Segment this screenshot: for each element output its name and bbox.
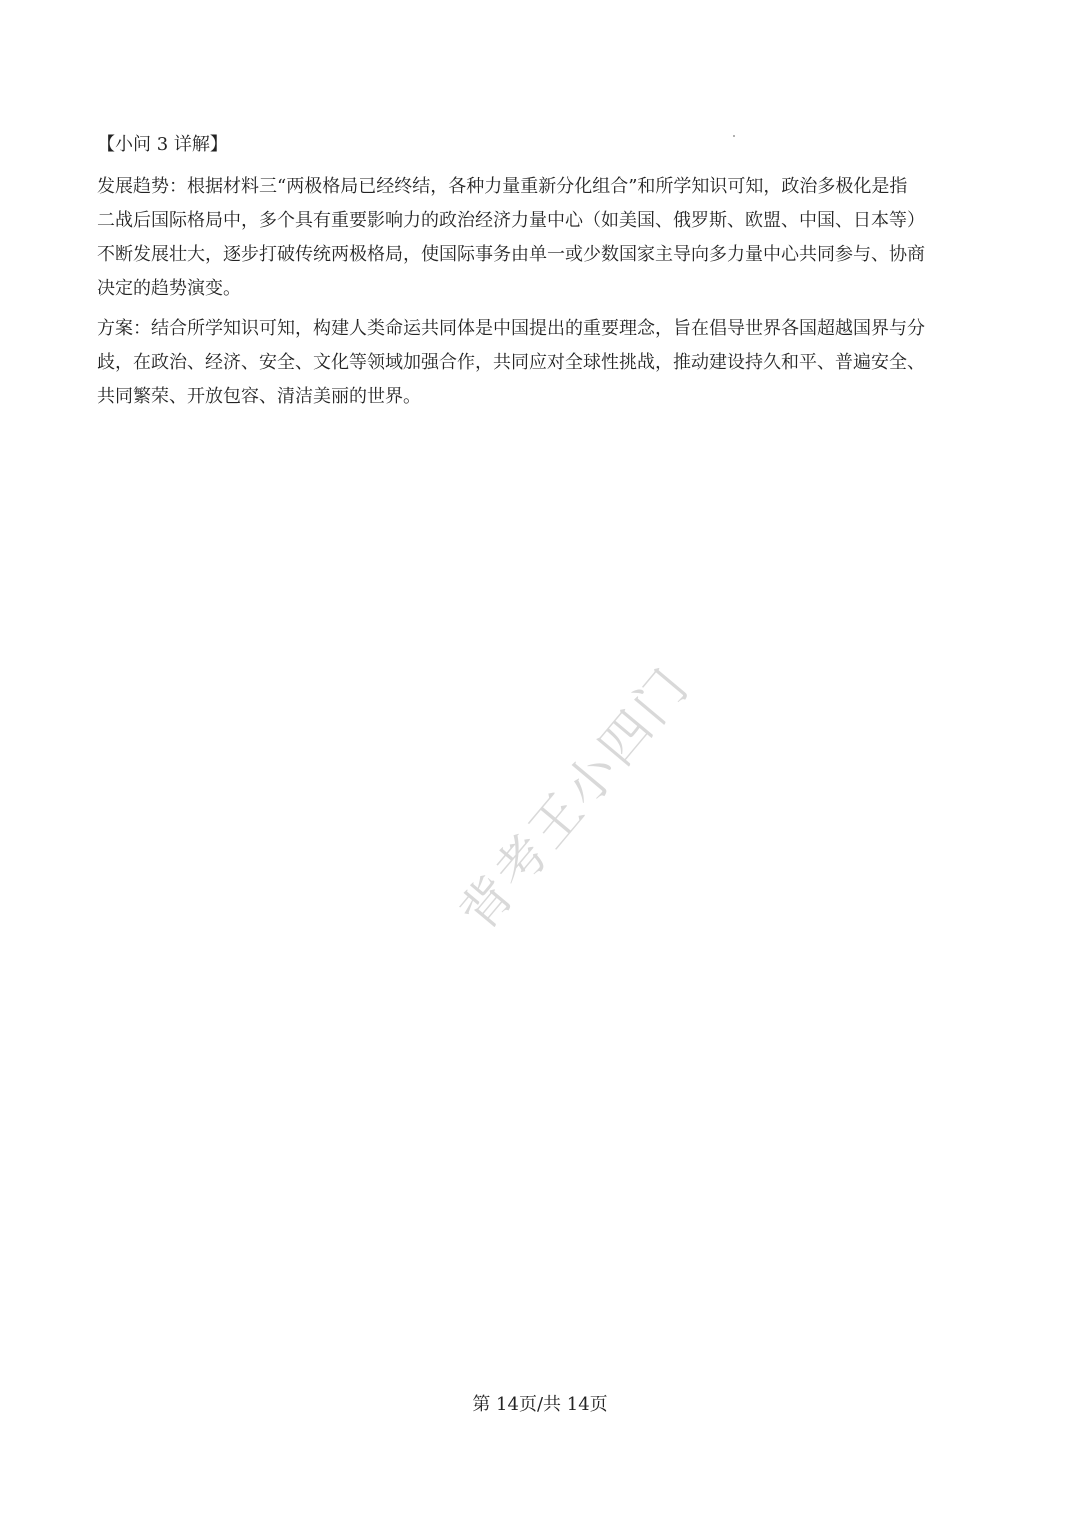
watermark: 背考王小四门 [448, 655, 702, 942]
paragraph-line: 方案：结合所学知识可知，构建人类命运共同体是中国提出的重要理念，旨在倡导世界各国超越国界与分 [97, 318, 925, 339]
paragraph-line: 发展趋势：根据材料三“两极格局已经终结，各种力量重新分化组合”和所学知识可知，政治多极化是指 [97, 176, 908, 197]
paragraph-line: 歧，在政治、经济、安全、文化等领域加强合作，共同应对全球性挑战，推动建设持久和平、普遍安全、 [97, 352, 925, 373]
paragraph-trend [97, 170, 977, 306]
page-footer: 第 14页/共 14页 [472, 1394, 608, 1415]
paragraph-line: 不断发展壮大，逐步打破传统两极格局，使国际事务由单一或少数国家主导向多力量中心共同参与、协商 [97, 244, 925, 265]
section-heading: 【小问 3 详解】 [97, 134, 228, 155]
paragraph-line: 决定的趋势演变。 [97, 278, 241, 299]
answer-content [97, 128, 977, 420]
paragraph-plan [97, 312, 977, 414]
paragraph-line: 共同繁荣、开放包容、清洁美丽的世界。 [97, 386, 421, 407]
paragraph-line: 二战后国际格局中，多个具有重要影响力的政治经济力量中心（如美国、俄罗斯、欧盟、中国、日本等） [97, 210, 925, 231]
